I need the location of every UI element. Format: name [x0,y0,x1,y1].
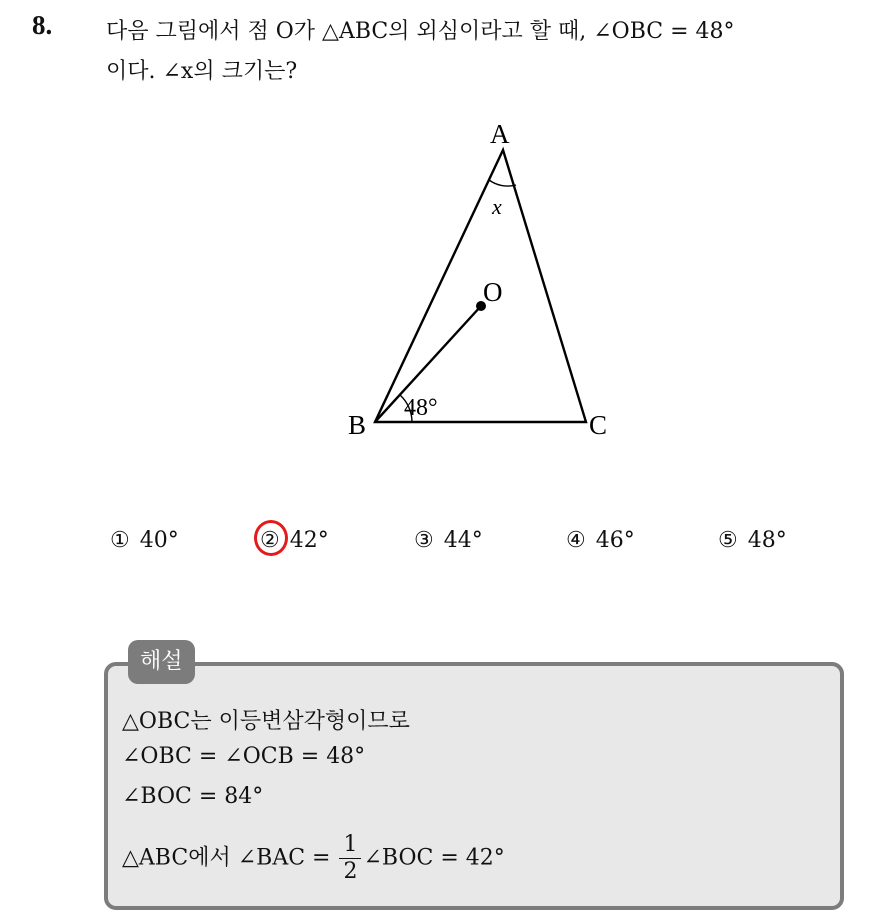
solution-line4 [122,832,505,885]
triangle-abc [375,150,586,422]
choice-5-number: ⑤ [718,528,738,553]
selected-answer-mark [254,520,288,556]
label-angle-48: 48° [404,395,438,421]
solution-line4-pre: △ABC에서 ∠BAC = [122,845,338,871]
label-x: x [492,194,502,219]
choice-3[interactable] [414,528,483,553]
question-text-line1: 다음 그림에서 점 O가 △ABC의 외심이라고 할 때, ∠OBC = 48° [106,19,735,44]
fraction-numerator: 1 [339,832,361,859]
choice-1[interactable] [110,528,179,553]
solution-line4-post: ∠BOC = 42° [363,845,505,871]
label-b: B [348,410,367,440]
choice-5[interactable] [718,528,787,553]
fraction-denominator: 2 [343,859,358,884]
choice-3-number: ③ [414,528,434,553]
label-o: O [483,277,503,307]
question-number: 8. [32,10,53,40]
question-text-line2: 이다. ∠x의 크기는? [106,59,298,84]
triangle-figure [340,110,640,455]
choice-4-number: ④ [566,528,586,553]
label-a: A [490,119,510,149]
choice-3-value: 44° [443,528,483,553]
solution-line3: ∠BOC = 84° [122,784,264,809]
choice-2[interactable] [260,528,329,553]
label-c: C [589,410,608,440]
solution-line2: ∠OBC = ∠OCB = 48° [122,744,366,769]
choice-1-number: ① [110,528,130,553]
choice-5-value: 48° [747,528,787,553]
fraction-one-half [339,832,361,885]
choice-2-number: ② [260,528,280,553]
solution-line1: △OBC는 이등변삼각형이므로 [122,709,410,734]
answer-choices [0,528,884,568]
choice-1-value: 40° [139,528,179,553]
choice-4-value: 46° [595,528,635,553]
choice-4[interactable] [566,528,635,553]
choice-2-value: 42° [289,528,329,553]
solution-tag: 해설 [128,640,195,684]
